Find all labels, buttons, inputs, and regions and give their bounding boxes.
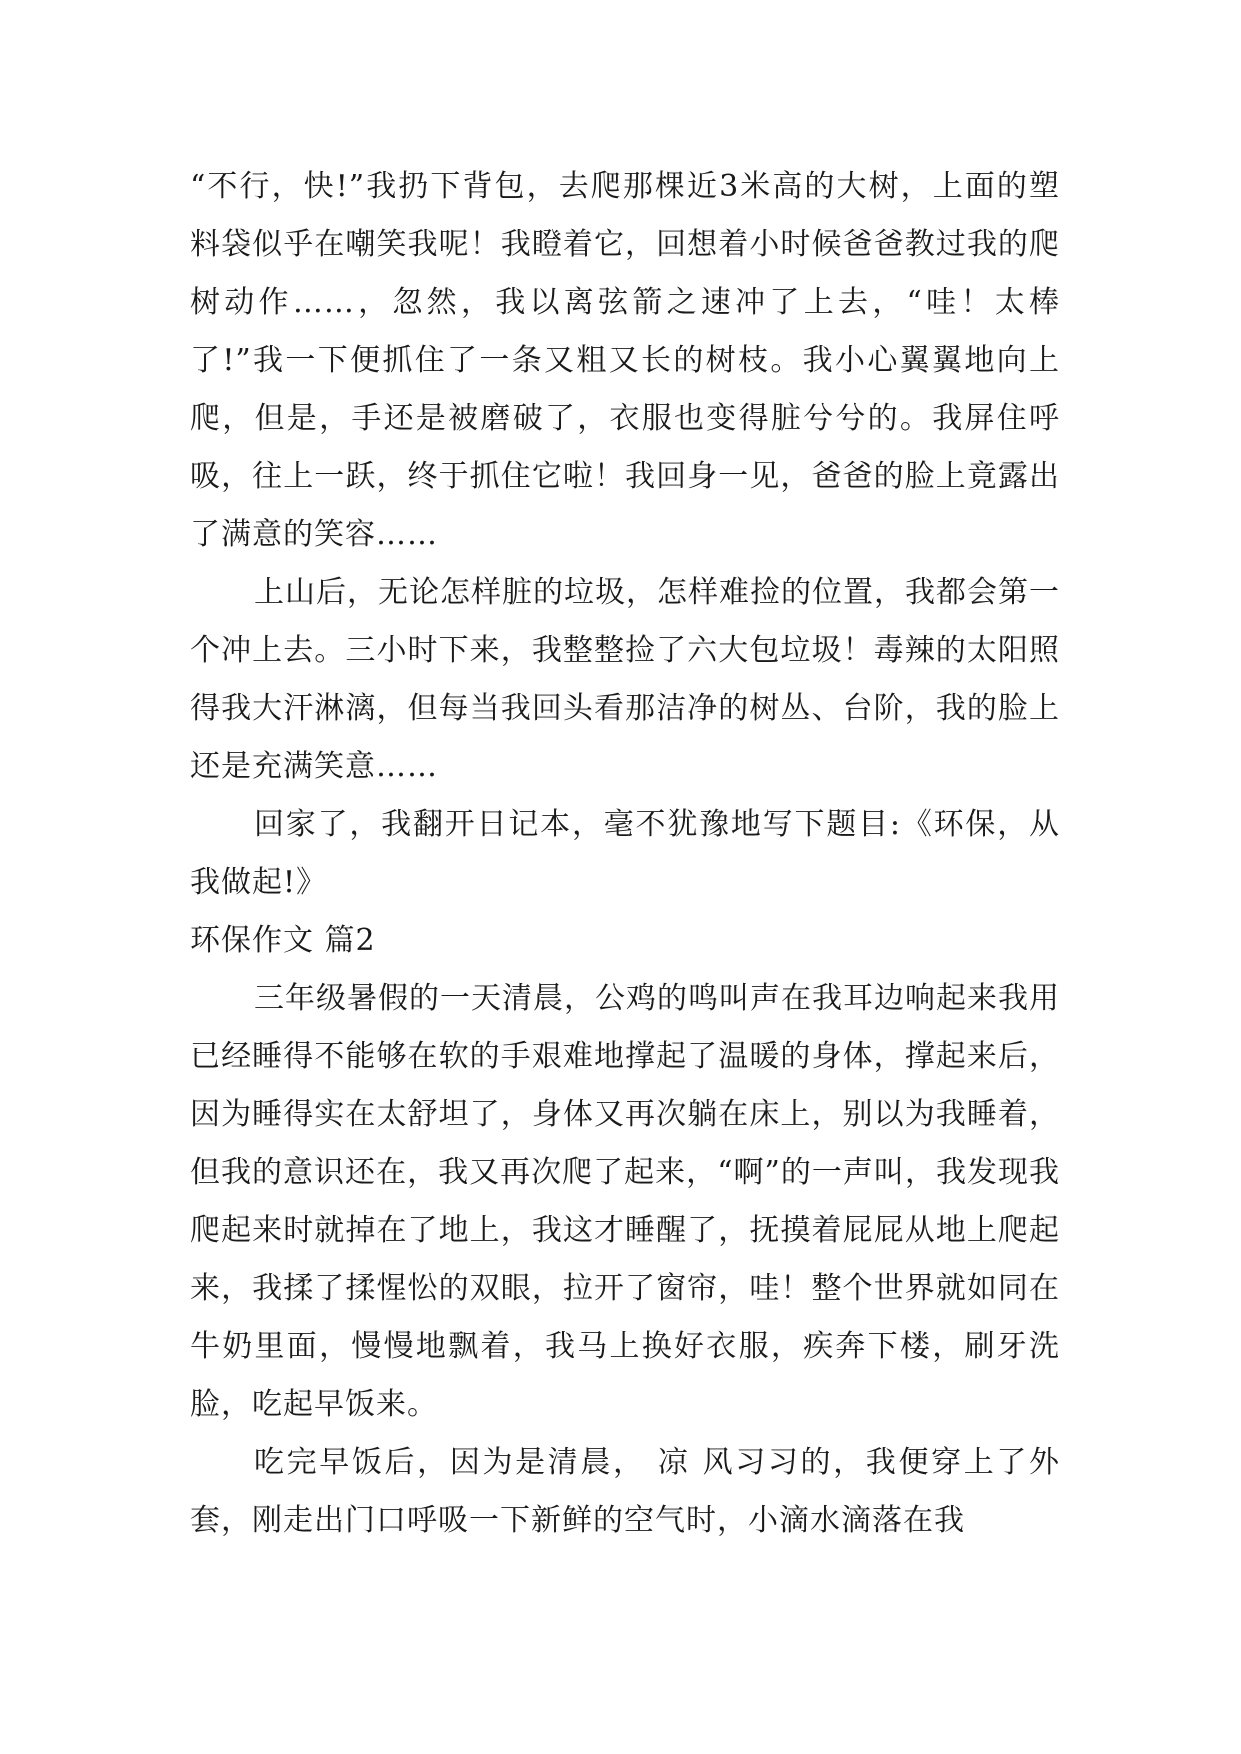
paragraph-after-breakfast: 吃完早饭后，因为是清晨， 凉 风习习的，我便穿上了外套，刚走出门口呼吸一下新鲜的空气时，小滴水滴落在我 (190, 1445, 1060, 1538)
paragraph-picking-garbage: 上山后，无论怎样脏的垃圾，怎样难捡的位置，我都会第一个冲上去。三小时下来，我整整捡了六大包垃圾！毒辣的太阳照得我大汗淋漓，但每当我回头看那洁净的树丛、台阶，我的脸上还是充满笑意…… (190, 575, 1060, 784)
section-heading: 环保作文 篇2 (190, 923, 376, 958)
paragraph-diary-title: 回家了，我翻开日记本，毫不犹豫地写下题目:《环保，从我做起!》 (190, 807, 1060, 900)
document-body (190, 158, 1060, 1550)
paragraph-tree-climb: “不行，快!”我扔下背包，去爬那棵近3米高的大树，上面的塑料袋似乎在嘲笑我呢！我瞪着它，回想着小时候爸爸教过我的爬树动作……，忽然，我以离弦箭之速冲了上去，“哇！太棒了!”我一下便抓住了一条又粗又长的树枝。我小心翼翼地向上爬，但是，手还是被磨破了，衣服也变得脏兮兮的。我屏住呼吸，往上一跃，终于抓住它啦！我回身一见，爸爸的脸上竟露出了满意的笑容…… (190, 169, 1060, 552)
paragraph-summer-morning: 三年级暑假的一天清晨，公鸡的鸣叫声在我耳边响起来我用已经睡得不能够在软的手艰难地撑起了温暖的身体，撑起来后，因为睡得实在太舒坦了，身体又再次躺在床上，别以为我睡着，但我的意识还在，我又再次爬了起来，“啊”的一声叫，我发现我爬起来时就掉在了地上，我这才睡醒了，抚摸着屁屁从地上爬起来，我揉了揉惺忪的双眼，拉开了窗帘，哇！整个世界就如同在牛奶里面，慢慢地飘着，我马上换好衣服，疾奔下楼，刷牙洗脸，吃起早饭来。 (190, 981, 1060, 1422)
